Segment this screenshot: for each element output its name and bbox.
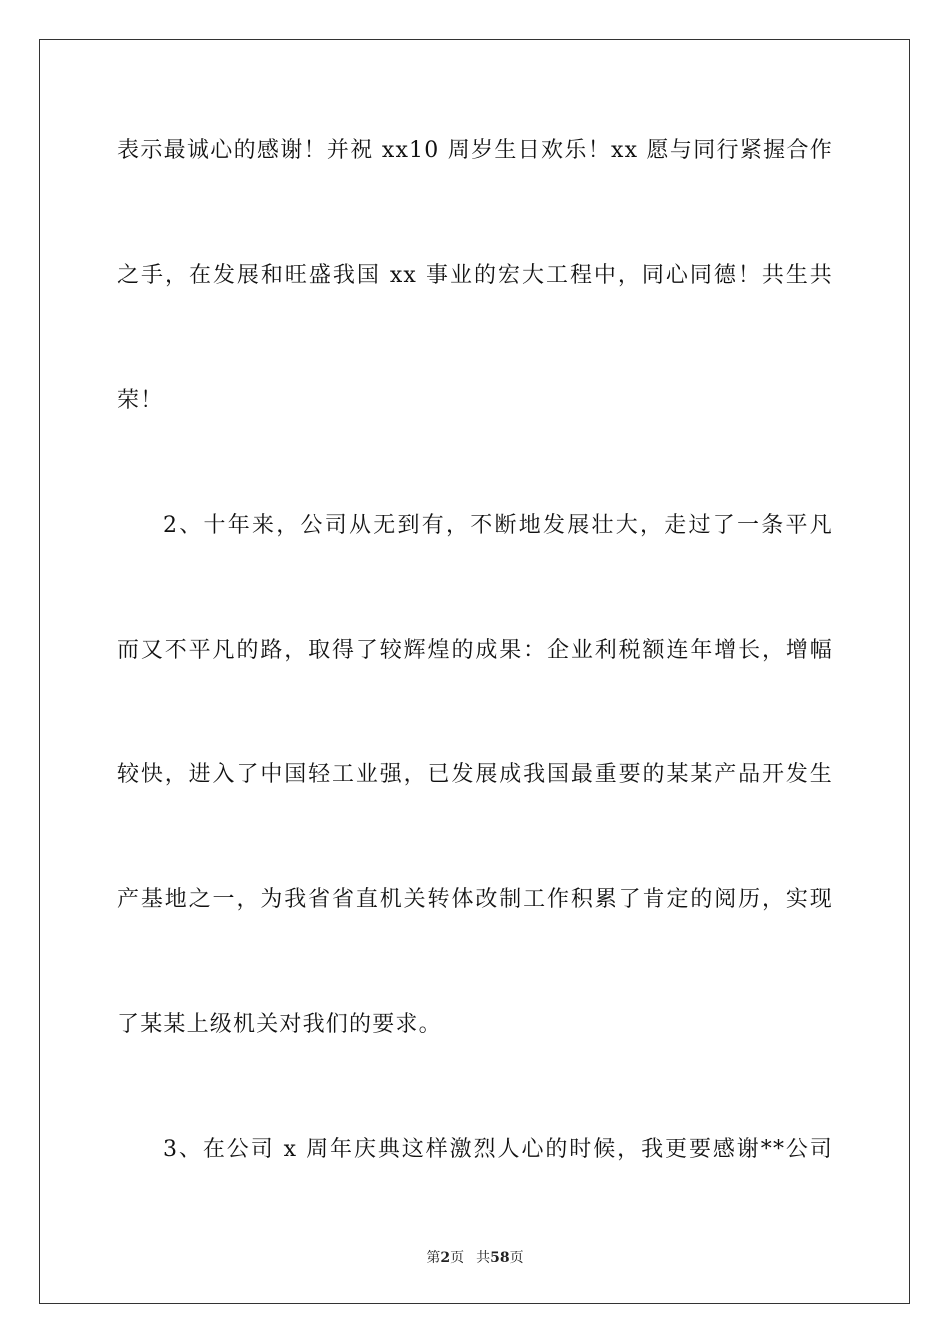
footer-total-prefix: 共 — [476, 1250, 491, 1266]
footer-page-number: 2 — [440, 1250, 451, 1266]
paragraph-2-line-3: 较快，进入了中国轻工业强，已发展成我国最重要的某某产品开发生 — [117, 762, 833, 787]
paragraph-3-line-1: 3、在公司 x 周年庆典这样激烈人心的时候，我更要感谢**公司 — [163, 1137, 833, 1162]
footer-page-suffix: 页 — [450, 1250, 465, 1266]
paragraph-2-line-4: 产基地之一，为我省省直机关转体改制工作积累了肯定的阅历，实现 — [117, 887, 833, 912]
page-border — [39, 39, 910, 1304]
footer-total-pages: 58 — [490, 1250, 510, 1266]
page-footer — [0, 1247, 950, 1267]
footer-page-prefix: 第 — [426, 1250, 441, 1266]
paragraph-2-line-1: 2、十年来，公司从无到有，不断地发展壮大，走过了一条平凡 — [163, 513, 833, 538]
paragraph-2-line-2: 而又不平凡的路，取得了较辉煌的成果：企业利税额连年增长，增幅 — [117, 638, 833, 663]
paragraph-line-2: 之手，在发展和旺盛我国 xx 事业的宏大工程中，同心同德！共生共 — [117, 263, 833, 288]
paragraph-line-3: 荣！ — [117, 388, 164, 413]
paragraph-line-1: 表示最诚心的感谢！并祝 xx10 周岁生日欢乐！xx 愿与同行紧握合作 — [117, 138, 833, 163]
paragraph-2-line-5: 了某某上级机关对我们的要求。 — [117, 1012, 442, 1037]
footer-total-suffix: 页 — [509, 1250, 524, 1266]
